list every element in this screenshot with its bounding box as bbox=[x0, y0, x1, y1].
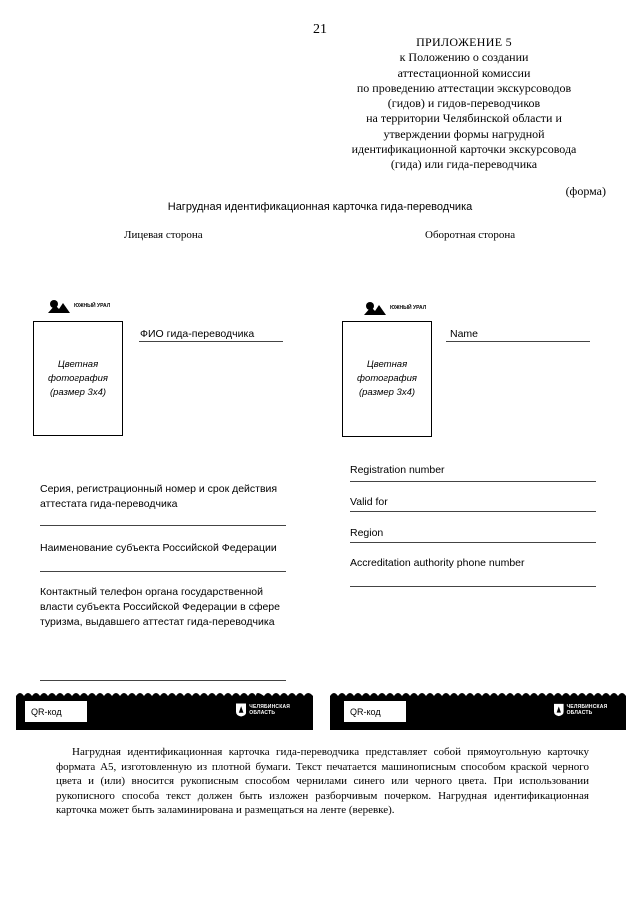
front-name-label: ФИО гида-переводчика bbox=[140, 328, 255, 340]
wave-edge-icon bbox=[330, 690, 626, 696]
back-name-line bbox=[446, 341, 590, 342]
wave-edge-icon bbox=[16, 690, 313, 696]
front-region-logo-text: ЧЕЛЯБИНСКАЯ ОБЛАСТЬ bbox=[249, 704, 291, 716]
front-photo-text: Цветная фотография (размер 3х4) bbox=[48, 358, 108, 398]
back-qr-code: QR-код bbox=[343, 700, 407, 723]
back-photo-placeholder bbox=[342, 321, 432, 437]
back-photo-text: Цветная фотография (размер 3х4) bbox=[357, 359, 417, 398]
back-phone-label: Accreditation authority phone number bbox=[350, 557, 525, 569]
back-valid-line bbox=[350, 511, 596, 512]
front-logo-text: ЮЖНЫЙ УРАЛ bbox=[74, 303, 111, 309]
front-photo-placeholder bbox=[33, 321, 123, 436]
front-phone-line bbox=[40, 680, 286, 681]
page-number: 21 bbox=[313, 22, 327, 37]
front-phone-label: Контактный телефон органа государственной власти субъекта Российской Федерации в сфере туризма, выдавшего аттестат гида-переводчика bbox=[40, 586, 280, 628]
back-region-logo bbox=[554, 703, 626, 717]
annex-title: ПРИЛОЖЕНИЕ 5 bbox=[416, 35, 512, 49]
back-region-label: Region bbox=[350, 527, 384, 539]
front-subject-line bbox=[40, 571, 286, 572]
back-region-logo-text: ЧЕЛЯБИНСКАЯ ОБЛАСТЬ bbox=[566, 704, 608, 716]
mountain-logo-icon bbox=[364, 301, 386, 315]
back-bottom-strip bbox=[330, 690, 626, 730]
back-region-line bbox=[350, 542, 596, 543]
annex-header bbox=[334, 35, 594, 173]
annex-line: идентификационной карточки экскурсовода bbox=[351, 142, 577, 157]
annex-line: (гидов) и гидов-переводчиков bbox=[387, 96, 541, 111]
front-bottom-strip bbox=[16, 690, 313, 730]
coat-of-arms-icon bbox=[236, 703, 246, 717]
form-label: (форма) bbox=[565, 184, 606, 198]
back-logo-text: ЮЖНЫЙ УРАЛ bbox=[390, 305, 427, 311]
annex-line: к Положению о создании bbox=[399, 50, 529, 65]
description-paragraph: Нагрудная идентификационная карточка гида-переводчика представляет собой прямоугольную карточку формата А5, изготовленную из плотной бумаги. Текст печатается машинописным способом краской черного цвета и (или) вносится рукописным способом чернилами синего или черного цвета. При использовании рукописного способа текст должен быть изложен разборчивым почерком. Нагрудная идентификационная карточка может быть заламинирована и размещаться на ленте (веревке). bbox=[56, 746, 589, 817]
front-region-logo bbox=[236, 703, 313, 717]
front-qr-code: QR-код bbox=[24, 700, 88, 723]
back-name-label: Name bbox=[450, 328, 479, 340]
annex-line: на территории Челябинской области и bbox=[366, 111, 562, 126]
front-certificate-label: Серия, регистрационный номер и срок действия аттестата гида-переводчика bbox=[40, 483, 278, 510]
back-registration-line bbox=[350, 481, 596, 482]
front-certificate-line bbox=[40, 525, 286, 526]
front-logo bbox=[48, 299, 110, 313]
card-title: Нагрудная идентификационная карточка гида-переводчика bbox=[167, 201, 473, 213]
back-valid-label: Valid for bbox=[350, 496, 388, 508]
front-side-label: Лицевая сторона bbox=[124, 229, 203, 241]
back-logo bbox=[364, 301, 426, 315]
coat-of-arms-icon bbox=[554, 703, 564, 717]
annex-line: (гида) или гида-переводчика bbox=[390, 157, 538, 172]
annex-line: утверждении формы нагрудной bbox=[383, 126, 545, 141]
annex-line: аттестационной комиссии bbox=[397, 65, 531, 80]
back-registration-label: Registration number bbox=[350, 464, 445, 476]
back-side-label: Оборотная сторона bbox=[425, 229, 516, 241]
front-name-line bbox=[139, 341, 283, 342]
front-subject-label: Наименование субъекта Российской Федерации bbox=[40, 542, 277, 554]
back-phone-line bbox=[350, 586, 596, 587]
mountain-logo-icon bbox=[48, 299, 70, 313]
annex-line: по проведению аттестации экскурсоводов bbox=[356, 80, 572, 95]
